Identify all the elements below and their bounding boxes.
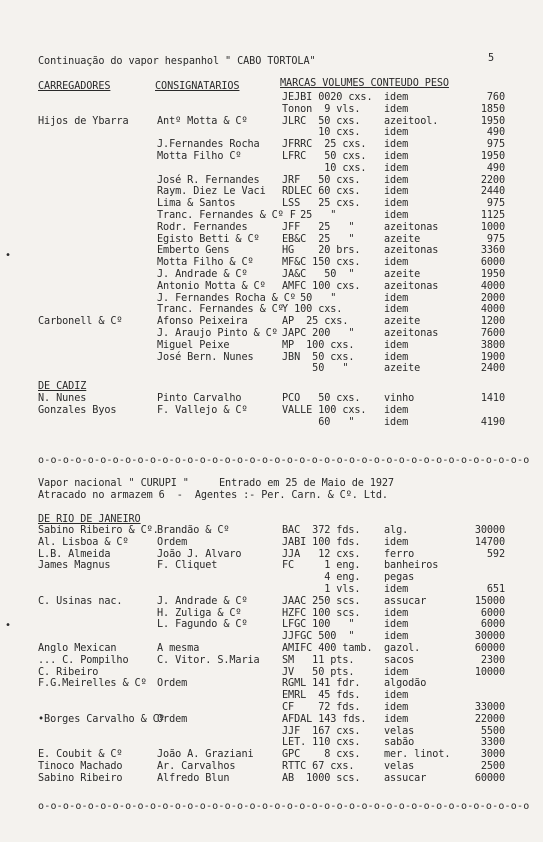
rio-row-content: alg. bbox=[384, 525, 409, 536]
rio-row-content: idem bbox=[384, 536, 409, 548]
row-consignee: Motta Filho Cº bbox=[157, 151, 242, 162]
rio-row-shipper: James Magnus bbox=[38, 560, 111, 572]
rio-row-weight: 60000 bbox=[474, 643, 505, 654]
rio-row-marks: JJF 167 cxs. bbox=[282, 725, 361, 737]
rio-row-consignee: C. Vitor. S.Maria bbox=[157, 654, 260, 666]
rio-row-marks: JABI 100 fds. bbox=[282, 536, 361, 548]
row-content: idem bbox=[384, 198, 409, 210]
row-marks: JLRC 50 cxs. bbox=[282, 115, 361, 127]
row-content: idem bbox=[384, 186, 409, 198]
rio-row-weight: 5500 bbox=[480, 725, 505, 737]
rio-row-shipper: Sabino Ribeiro & Cº. bbox=[38, 525, 159, 536]
row-weight: 1850 bbox=[480, 103, 505, 115]
row-marks: EB&C 25 " bbox=[282, 233, 355, 245]
row-consignee: Miguel Peixe bbox=[157, 339, 230, 351]
rio-row-content: sabão bbox=[384, 737, 415, 749]
row-content: idem bbox=[384, 339, 409, 351]
punch-hole-mark: • bbox=[5, 250, 12, 261]
rio-row-weight: 651 bbox=[486, 584, 505, 595]
row-consignee: J.Fernandes Rocha bbox=[157, 139, 260, 151]
rio-row-weight: 30000 bbox=[474, 631, 505, 643]
cadiz-row-consignee: Pinto Carvalho bbox=[157, 393, 242, 404]
rio-row-content: velas bbox=[384, 761, 415, 772]
row-content: azeitonas bbox=[384, 245, 439, 257]
row-weight: 4000 bbox=[480, 280, 505, 292]
rio-row-weight: 22000 bbox=[474, 713, 505, 725]
row-weight: 1950 bbox=[480, 269, 505, 280]
row-content: idem bbox=[384, 210, 409, 221]
row-weight: 490 bbox=[486, 127, 505, 139]
rio-row-weight: 10000 bbox=[474, 666, 505, 678]
row-weight: 4000 bbox=[480, 304, 505, 316]
row-marks: 25 " bbox=[282, 210, 337, 221]
cadiz-row-content: idem bbox=[384, 416, 409, 428]
rio-row-weight: 33000 bbox=[474, 702, 505, 713]
rio-row-content: velas bbox=[384, 725, 415, 737]
row-content: idem bbox=[384, 257, 409, 269]
rio-row-consignee: Brandão & Cº bbox=[157, 525, 230, 536]
row-consignee: Antº Motta & Cº bbox=[157, 115, 248, 127]
cadiz-row-weight: 1410 bbox=[480, 393, 505, 404]
cadiz-row-marks: PCO 50 cxs. bbox=[282, 393, 361, 404]
rio-row-weight: 3300 bbox=[480, 737, 505, 749]
row-content: idem bbox=[384, 139, 409, 151]
rio-row-content: idem bbox=[384, 713, 409, 725]
row-consignee: Antonio Motta & Cº bbox=[157, 280, 266, 292]
row-weight: 1000 bbox=[480, 221, 505, 233]
row-content: idem bbox=[384, 127, 409, 139]
rio-row-content: algodão bbox=[384, 678, 427, 690]
rio-row-marks: LFGC 100 " bbox=[282, 619, 355, 631]
rio-row-shipper: F.G.Meirelles & Cº bbox=[38, 678, 147, 690]
rio-row-content: assucar bbox=[384, 595, 427, 607]
row-marks: JBN 50 cxs. bbox=[282, 351, 355, 363]
rio-row-content: idem bbox=[384, 631, 409, 643]
row-marks: MP 100 cxs. bbox=[282, 339, 355, 351]
row-content: idem bbox=[384, 292, 409, 304]
row-weight: 975 bbox=[486, 139, 505, 151]
row-content: idem bbox=[384, 351, 409, 363]
rio-row-marks: RGML 141 fdr. bbox=[282, 678, 361, 690]
row-weight: 2440 bbox=[480, 186, 505, 198]
rio-heading: DE RIO DE JANEIRO bbox=[38, 514, 141, 525]
row-marks: JFRRC 25 cxs. bbox=[282, 139, 367, 151]
rio-row-weight: 14700 bbox=[474, 536, 505, 548]
rio-row-marks: AFDAL 143 fds. bbox=[282, 713, 367, 725]
row-content: idem bbox=[384, 151, 409, 162]
cadiz-row-content: idem bbox=[384, 404, 409, 416]
row-consignee: Motta Filho & Cº bbox=[157, 257, 254, 269]
row-content: azeite bbox=[384, 233, 421, 245]
row-marks: Tonon 9 vls. bbox=[282, 103, 361, 115]
rio-row-shipper: Anglo Mexican bbox=[38, 643, 117, 654]
rio-row-weight: 60000 bbox=[474, 772, 505, 784]
rio-row-marks: 4 eng. bbox=[282, 572, 361, 584]
rio-row-marks: JAAC 250 scs. bbox=[282, 595, 361, 607]
row-content: azeite bbox=[384, 316, 421, 328]
row-weight: 760 bbox=[486, 92, 505, 103]
rio-row-marks: EMRL 45 fds. bbox=[282, 690, 361, 702]
row-consignee: J. Araujo Pinto & Cº bbox=[157, 328, 278, 339]
rio-row-marks: AMIFC 400 tamb. bbox=[282, 643, 373, 654]
rio-row-consignee: Ar. Carvalhos bbox=[157, 761, 236, 772]
rio-row-shipper: ... C. Pompilho bbox=[38, 654, 129, 666]
cadiz-heading: DE CADIZ bbox=[38, 381, 87, 392]
row-consignee: Tranc. Fernandes & Cº F bbox=[157, 210, 296, 221]
row-consignee: Tranc. Fernandes & Cº bbox=[157, 304, 284, 316]
col-carregadores: CARREGADORES bbox=[38, 81, 111, 92]
separator-line: o-o-o-o-o-o-o-o-o-o-o-o-o-o-o-o-o-o-o-o-o-o-o-o-o-o-o-o-o-o-o-o-o-o-o-o-o-o-o-o bbox=[38, 455, 530, 466]
row-marks: 10 cxs. bbox=[282, 127, 361, 139]
row-weight: 975 bbox=[486, 233, 505, 245]
row-consignee: Raym. Diez Le Vaci bbox=[157, 186, 266, 198]
row-marks: AMFC 100 cxs. bbox=[282, 280, 361, 292]
row-marks: JAPC 200 " bbox=[282, 328, 355, 339]
rio-row-shipper: L.B. Almeida bbox=[38, 548, 111, 560]
row-weight: 3800 bbox=[480, 339, 505, 351]
rio-row-consignee: J. Andrade & Cº bbox=[157, 595, 248, 607]
row-marks: JEJBI 0020 cxs. bbox=[282, 92, 373, 103]
row-weight: 2000 bbox=[480, 292, 505, 304]
rio-row-content: idem bbox=[384, 584, 409, 595]
row-marks: AP 25 cxs. bbox=[282, 316, 349, 328]
rio-row-content: banheiros bbox=[384, 560, 439, 572]
rio-row-marks: GPC 8 cxs. bbox=[282, 749, 361, 761]
row-content: idem bbox=[384, 92, 409, 103]
rio-row-consignee: Ordem bbox=[157, 536, 188, 548]
row-shipper: Hijos de Ybarra bbox=[38, 115, 129, 127]
separator-line-bottom: o-o-o-o-o-o-o-o-o-o-o-o-o-o-o-o-o-o-o-o-o-o-o-o-o-o-o-o-o-o-o-o-o-o-o-o-o-o-o-o bbox=[38, 801, 530, 812]
row-consignee: J. Andrade & Cº bbox=[157, 269, 248, 280]
cadiz-row-consignee: F. Vallejo & Cº bbox=[157, 404, 248, 416]
rio-row-marks: 1 vls. bbox=[282, 584, 361, 595]
row-content: azeitonas bbox=[384, 280, 439, 292]
arrival-line-2: Atracado no armazem 6 - Agentes :- Per. Carn. & Cº. Ltd. bbox=[38, 490, 388, 501]
row-marks: JFF 25 " bbox=[282, 221, 355, 233]
row-weight: 2200 bbox=[480, 174, 505, 186]
row-content: azeitool. bbox=[384, 115, 439, 127]
rio-row-consignee: Alfredo Blun bbox=[157, 772, 230, 784]
row-consignee: Emberto Gens bbox=[157, 245, 230, 257]
rio-row-content: idem bbox=[384, 619, 409, 631]
row-content: idem bbox=[384, 162, 409, 174]
rio-row-shipper: E. Coubit & Cº bbox=[38, 749, 123, 761]
row-content: azeitonas bbox=[384, 221, 439, 233]
row-consignee: José Bern. Nunes bbox=[157, 351, 254, 363]
row-content: idem bbox=[384, 174, 409, 186]
row-weight: 7600 bbox=[480, 328, 505, 339]
rio-row-content: mer. linot. bbox=[384, 749, 451, 761]
rio-row-content: idem bbox=[384, 607, 409, 619]
rio-row-consignee: F. Cliquet bbox=[157, 560, 218, 572]
page-number: 5 bbox=[488, 53, 495, 64]
rio-row-weight: 2300 bbox=[480, 654, 505, 666]
cadiz-row-shipper: N. Nunes bbox=[38, 393, 87, 404]
row-consignee: Egisto Betti & Cº bbox=[157, 233, 260, 245]
row-weight: 1200 bbox=[480, 316, 505, 328]
cadiz-row-weight: 4190 bbox=[480, 416, 505, 428]
arrival-line-1: Vapor nacional " CURUPI " Entrado em 25 de Maio de 1927 bbox=[38, 478, 394, 489]
rio-row-content: idem bbox=[384, 690, 409, 702]
row-consignee: Afonso Peixeira bbox=[157, 316, 248, 328]
rio-row-shipper: Al. Lisboa & Cº bbox=[38, 536, 129, 548]
rio-row-marks: FC 1 eng. bbox=[282, 560, 361, 572]
rio-row-content: gazol. bbox=[384, 643, 421, 654]
rio-row-consignee: L. Fagundo & Cº bbox=[157, 619, 248, 631]
rio-row-consignee: H. Zuliga & Cº bbox=[157, 607, 242, 619]
rio-row-marks: HZFC 100 scs. bbox=[282, 607, 361, 619]
row-marks: 50 " bbox=[282, 363, 349, 375]
rio-row-marks: JJFGC 500 " bbox=[282, 631, 355, 643]
row-marks: 10 cxs. bbox=[282, 162, 367, 174]
cadiz-row-content: vinho bbox=[384, 393, 415, 404]
row-weight: 3360 bbox=[480, 245, 505, 257]
rio-row-shipper: Tinoco Machado bbox=[38, 761, 123, 772]
row-marks: JRF 50 cxs. bbox=[282, 174, 361, 186]
rio-row-marks: LET. 110 cxs. bbox=[282, 737, 361, 749]
rio-row-weight: 3000 bbox=[480, 749, 505, 761]
row-content: azeite bbox=[384, 363, 421, 375]
rio-row-content: pegas bbox=[384, 572, 415, 584]
rio-row-consignee: Ordem bbox=[157, 678, 188, 690]
cadiz-row-shipper: Gonzales Byos bbox=[38, 404, 117, 416]
rio-row-weight: 2500 bbox=[480, 761, 505, 772]
rio-row-marks: JJA 12 cxs. bbox=[282, 548, 361, 560]
rio-row-shipper: C. Usinas nac. bbox=[38, 595, 123, 607]
rio-row-content: assucar bbox=[384, 772, 427, 784]
rio-row-marks: SM 11 pts. bbox=[282, 654, 355, 666]
row-content: idem bbox=[384, 304, 409, 316]
rio-row-marks: RTTC 67 cxs. bbox=[282, 761, 355, 772]
col-consignatarios: CONSIGNATARIOS bbox=[155, 81, 240, 92]
row-weight: 6000 bbox=[480, 257, 505, 269]
row-marks: 50 " bbox=[282, 292, 337, 304]
rio-row-weight: 592 bbox=[486, 548, 505, 560]
punch-hole-mark: • bbox=[5, 620, 12, 631]
row-marks: HG 20 brs. bbox=[282, 245, 361, 257]
rio-row-content: sacos bbox=[384, 654, 415, 666]
row-shipper: Carbonell & Cº bbox=[38, 316, 123, 328]
row-consignee: José R. Fernandes bbox=[157, 174, 260, 186]
row-marks: LSS 25 cxs. bbox=[282, 198, 361, 210]
rio-row-weight: 6000 bbox=[480, 607, 505, 619]
row-content: azeitonas bbox=[384, 328, 439, 339]
row-marks: LFRC 50 cxs. bbox=[282, 151, 367, 162]
rio-row-consignee: Ordem bbox=[157, 713, 188, 725]
rio-row-content: idem bbox=[384, 666, 409, 678]
rio-row-marks: AB 1000 scs. bbox=[282, 772, 361, 784]
rio-row-content: idem bbox=[384, 702, 409, 713]
cadiz-row-marks: VALLE 100 cxs. bbox=[282, 404, 367, 416]
row-marks: Y 100 cxs. bbox=[282, 304, 343, 316]
rio-row-marks: CF 72 fds. bbox=[282, 702, 361, 713]
row-marks: MF&C 150 cxs. bbox=[282, 257, 361, 269]
row-content: azeite bbox=[384, 269, 421, 280]
cadiz-row-marks: 60 " bbox=[282, 416, 355, 428]
row-weight: 2400 bbox=[480, 363, 505, 375]
rio-row-content: ferro bbox=[384, 548, 415, 560]
row-weight: 1125 bbox=[480, 210, 505, 221]
col-marcas: MARCAS VOLUMES CONTEUDO PESO bbox=[280, 78, 449, 89]
row-weight: 1950 bbox=[480, 115, 505, 127]
rio-row-marks: BAC 372 fds. bbox=[282, 525, 361, 536]
rio-row-shipper: C. Ribeiro bbox=[38, 666, 99, 678]
row-weight: 490 bbox=[486, 162, 505, 174]
row-marks: JA&C 50 " bbox=[282, 269, 355, 280]
rio-row-marks: JV 50 pts. bbox=[282, 666, 355, 678]
row-weight: 975 bbox=[486, 198, 505, 210]
row-marks: RDLEC 60 cxs. bbox=[282, 186, 361, 198]
row-consignee: Lima & Santos bbox=[157, 198, 236, 210]
rio-row-consignee: João J. Alvaro bbox=[157, 548, 242, 560]
rio-row-consignee: João A. Graziani bbox=[157, 749, 254, 761]
row-content: idem bbox=[384, 103, 409, 115]
rio-row-weight: 30000 bbox=[474, 525, 505, 536]
row-consignee: J. Fernandes Rocha & Cº bbox=[157, 292, 296, 304]
rio-row-shipper: Sabino Ribeiro bbox=[38, 772, 123, 784]
row-weight: 1900 bbox=[480, 351, 505, 363]
rio-row-shipper: •Borges Carvalho & Cº bbox=[38, 713, 165, 725]
header-title: Continuação do vapor hespanhol " CABO TORTOLA" bbox=[38, 56, 316, 67]
row-consignee: Rodr. Fernandes bbox=[157, 221, 248, 233]
rio-row-consignee: A mesma bbox=[157, 643, 200, 654]
row-weight: 1950 bbox=[480, 151, 505, 162]
rio-row-weight: 15000 bbox=[474, 595, 505, 607]
rio-row-weight: 6000 bbox=[480, 619, 505, 631]
